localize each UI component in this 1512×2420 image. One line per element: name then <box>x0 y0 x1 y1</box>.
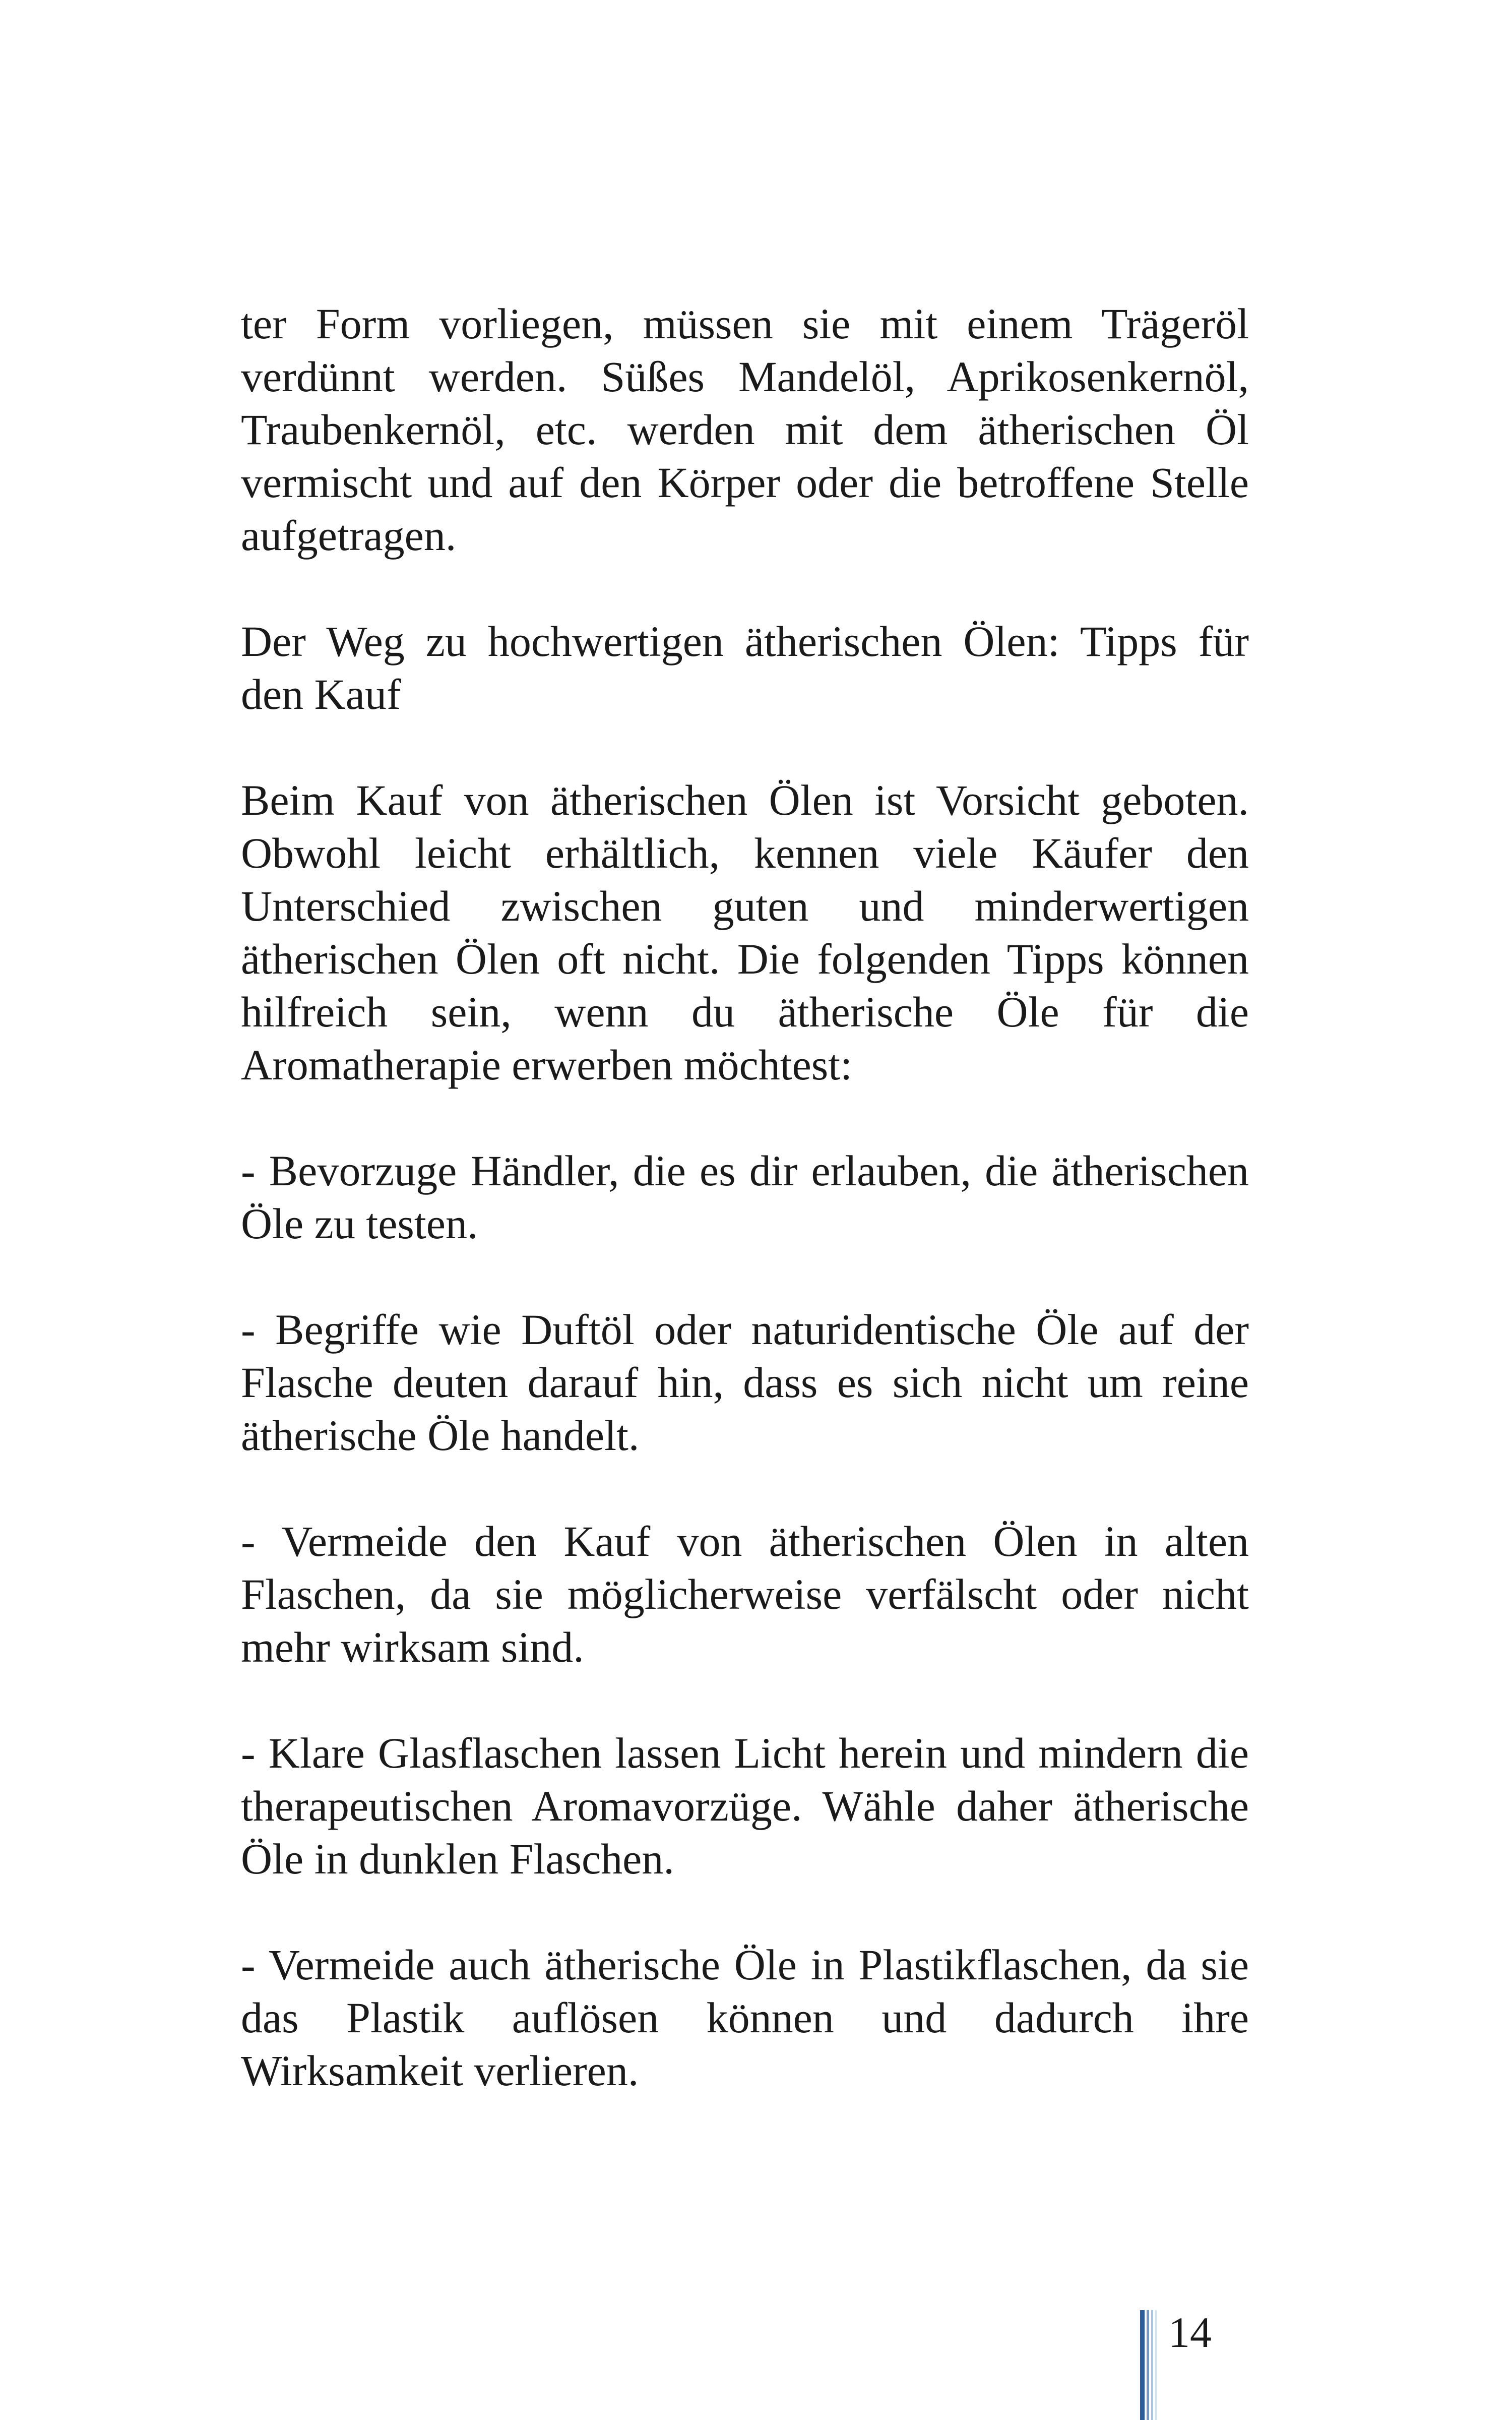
footer-bar <box>1155 2310 1157 2420</box>
tip-item-old-bottles: - Vermeide den Kauf von ätherischen Ölen in alten Flaschen, da sie möglicherweise verfälscht oder nicht mehr wirksam sind. <box>241 1517 1249 1671</box>
page-body <box>241 297 1249 2097</box>
tip-item-labels: - Begriffe wie Duftöl oder naturidentische Öle auf der Flasche deuten darauf hin, dass es sich nicht um reine ätherische Öle handelt. <box>241 1305 1249 1460</box>
footer-bar <box>1140 2310 1145 2420</box>
footer-bar <box>1147 2310 1149 2420</box>
page-number: 14 <box>1168 2308 1212 2356</box>
footer-bar <box>1151 2310 1153 2420</box>
section-heading: Der Weg zu hochwertigen ätherischen Ölen: Tipps für den Kauf <box>241 617 1249 718</box>
tip-item-testing: - Bevorzuge Händler, die es dir erlauben, die ätherischen Öle zu testen. <box>241 1146 1249 1248</box>
tip-item-dark-bottles: - Klare Glasflaschen lassen Licht herein und mindern die therapeutischen Aromavorzüge. Wähle daher ätherische Öle in dunklen Flaschen. <box>241 1729 1249 1883</box>
tip-item-plastic-bottles: - Vermeide auch ätherische Öle in Plastikflaschen, da sie das Plastik auflösen können und dadurch ihre Wirksamkeit verlieren. <box>241 1941 1249 2095</box>
paragraph-buying-intro: Beim Kauf von ätherischen Ölen ist Vorsicht geboten. Obwohl leicht erhältlich, kennen viele Käufer den Unterschied zwischen guten und minderwertigen ätherischen Ölen oft nicht. Die folgenden Tipps können hilfreich sein, wenn du ätherische Öle für die Aromatherapie erwerben möchtest: <box>241 776 1249 1089</box>
footer-decorative-bars <box>1140 2310 1160 2420</box>
paragraph-carrier-oil: ter Form vorliegen, müssen sie mit einem Trägeröl verdünnt werden. Süßes Mandelöl, Aprikosenkernöl, Traubenkernöl, etc. werden mit dem ätherischen Öl vermischt und auf den Körper oder die betroffene Stelle aufgetragen. <box>241 299 1249 560</box>
